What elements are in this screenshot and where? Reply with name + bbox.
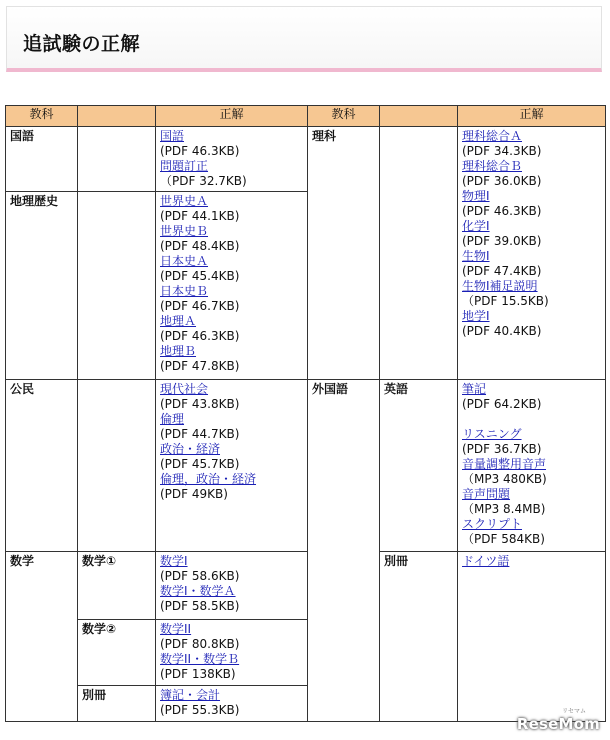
file-size: (PDF 46.3KB) (160, 329, 240, 343)
answers-sugaku-bessatsu (156, 686, 308, 722)
link-sekaishi-b[interactable]: 世界史Ｂ (160, 224, 209, 238)
subsubject-empty (78, 127, 156, 192)
file-size: (PDF 45.7KB) (160, 457, 240, 471)
link-kagaku[interactable]: 化学Ⅰ (462, 219, 490, 233)
link-gendai-shakai[interactable]: 現代社会 (160, 382, 209, 396)
file-size: （PDF 15.5KB) (462, 294, 549, 308)
subject-kokugo: 国語 (6, 127, 78, 192)
file-size: (PDF 58.6KB) (160, 569, 240, 583)
subsubject-eigo: 英語 (380, 380, 458, 552)
file-size: (PDF 44.1KB) (160, 209, 240, 223)
page-header (6, 6, 602, 72)
link-chigaku[interactable]: 地学Ⅰ (462, 309, 490, 323)
link-seibutsu-hosoku[interactable]: 生物Ⅰ補足説明 (462, 279, 538, 293)
file-size: (PDF 48.4KB) (160, 239, 240, 253)
subsubject-sugaku-1: 数学① (78, 552, 156, 620)
table-row (6, 380, 606, 552)
header-blank-left (78, 106, 156, 127)
link-rika-sogo-b[interactable]: 理科総合Ｂ (462, 159, 523, 173)
page-title: 追試験の正解 (23, 33, 141, 55)
link-seibutsu[interactable]: 生物Ⅰ (462, 249, 490, 263)
link-sekaishi-a[interactable]: 世界史Ａ (160, 194, 209, 208)
subsubject-empty (78, 380, 156, 552)
link-nihonshi-b[interactable]: 日本史Ｂ (160, 284, 209, 298)
link-chiri-a[interactable]: 地理Ａ (160, 314, 197, 328)
link-volume-audio[interactable]: 音量調整用音声 (462, 457, 547, 471)
table-row (6, 127, 606, 192)
link-mondai-teisei[interactable]: 問題訂正 (160, 159, 209, 173)
subject-komin: 公民 (6, 380, 78, 552)
file-size: (PDF 44.7KB) (160, 427, 240, 441)
file-size: (PDF 49KB) (160, 487, 228, 501)
file-size: (PDF 45.4KB) (160, 269, 240, 283)
subsubject-empty (380, 127, 458, 380)
link-sugaku-1[interactable]: 数学Ⅰ (160, 554, 188, 568)
header-subject-left: 教科 (6, 106, 78, 127)
link-rika-sogo-a[interactable]: 理科総合Ａ (462, 129, 523, 143)
file-size: (PDF 36.0KB) (462, 174, 542, 188)
answers-komin (156, 380, 308, 552)
link-german[interactable]: ドイツ語 (462, 554, 510, 568)
subsubject-bessatsu-gaikokugo: 別冊 (380, 552, 458, 722)
resemom-logo: ReseMom (516, 715, 600, 733)
link-rinri-seiji-keizai[interactable]: 倫理，政治・経済 (160, 472, 257, 486)
subsubject-empty (78, 192, 156, 380)
file-size: (PDF 43.8KB) (160, 397, 240, 411)
file-size: (PDF 138KB) (160, 667, 236, 681)
link-seiji-keizai[interactable]: 政治・経済 (160, 442, 221, 456)
link-nihonshi-a[interactable]: 日本史Ａ (160, 254, 209, 268)
answers-kokugo (156, 127, 308, 192)
answers-rika (458, 127, 606, 380)
table-header-row (6, 106, 606, 127)
spacer (462, 412, 601, 427)
subject-rika: 理科 (308, 127, 380, 380)
file-size: (PDF 55.3KB) (160, 703, 240, 717)
header-subject-right: 教科 (308, 106, 380, 127)
link-listening[interactable]: リスニング (462, 427, 522, 441)
subject-sugaku: 数学 (6, 552, 78, 722)
file-size: (PDF 36.7KB) (462, 442, 542, 456)
link-sugaku-1a[interactable]: 数学Ⅰ・数学Ａ (160, 584, 236, 598)
answers-table (5, 105, 606, 722)
answers-chiri-rekishi (156, 192, 308, 380)
logo-kana: リセマム (562, 708, 586, 715)
link-rinri[interactable]: 倫理 (160, 412, 185, 426)
file-size: (PDF 80.8KB) (160, 637, 240, 651)
file-size: (PDF 46.3KB) (160, 144, 240, 158)
file-size: (PDF 39.0KB) (462, 234, 542, 248)
link-chiri-b[interactable]: 地理Ｂ (160, 344, 197, 358)
file-size: （PDF 584KB) (462, 532, 545, 546)
link-script[interactable]: スクリプト (462, 517, 523, 531)
file-size: (PDF 64.2KB) (462, 397, 542, 411)
answers-sugaku-1 (156, 552, 308, 620)
file-size: （MP3 480KB) (462, 472, 547, 486)
file-size: (PDF 47.4KB) (462, 264, 542, 278)
file-size: (PDF 46.3KB) (462, 204, 542, 218)
link-sugaku-2[interactable]: 数学II (160, 622, 192, 636)
header-answer-right: 正解 (458, 106, 606, 127)
header-answer-left: 正解 (156, 106, 308, 127)
link-butsuri[interactable]: 物理Ⅰ (462, 189, 490, 203)
header-blank-right (380, 106, 458, 127)
link-kokugo[interactable]: 国語 (160, 129, 185, 143)
file-size: (PDF 40.4KB) (462, 324, 542, 338)
link-sugaku-2b[interactable]: 数学II・数学Ｂ (160, 652, 240, 666)
link-audio-questions[interactable]: 音声問題 (462, 487, 511, 501)
table-row (6, 552, 606, 620)
answers-eigo (458, 380, 606, 552)
file-size: (PDF 34.3KB) (462, 144, 542, 158)
link-hikki[interactable]: 筆記 (462, 382, 487, 396)
file-size: (PDF 47.8KB) (160, 359, 240, 373)
file-size: (PDF 46.7KB) (160, 299, 240, 313)
subsubject-sugaku-2: 数学② (78, 620, 156, 686)
answers-bessatsu-gaikokugo (458, 552, 606, 722)
answers-sugaku-2 (156, 620, 308, 686)
subject-gaikokugo: 外国語 (308, 380, 380, 722)
subsubject-sugaku-bessatsu: 別冊 (78, 686, 156, 722)
link-boki-kaikei[interactable]: 簿記・会計 (160, 688, 221, 702)
file-size: （MP3 8.4MB) (462, 502, 546, 516)
subject-chiri-rekishi: 地理歴史 (6, 192, 78, 380)
file-size: （PDF 32.7KB) (160, 174, 247, 188)
file-size: (PDF 58.5KB) (160, 599, 240, 613)
